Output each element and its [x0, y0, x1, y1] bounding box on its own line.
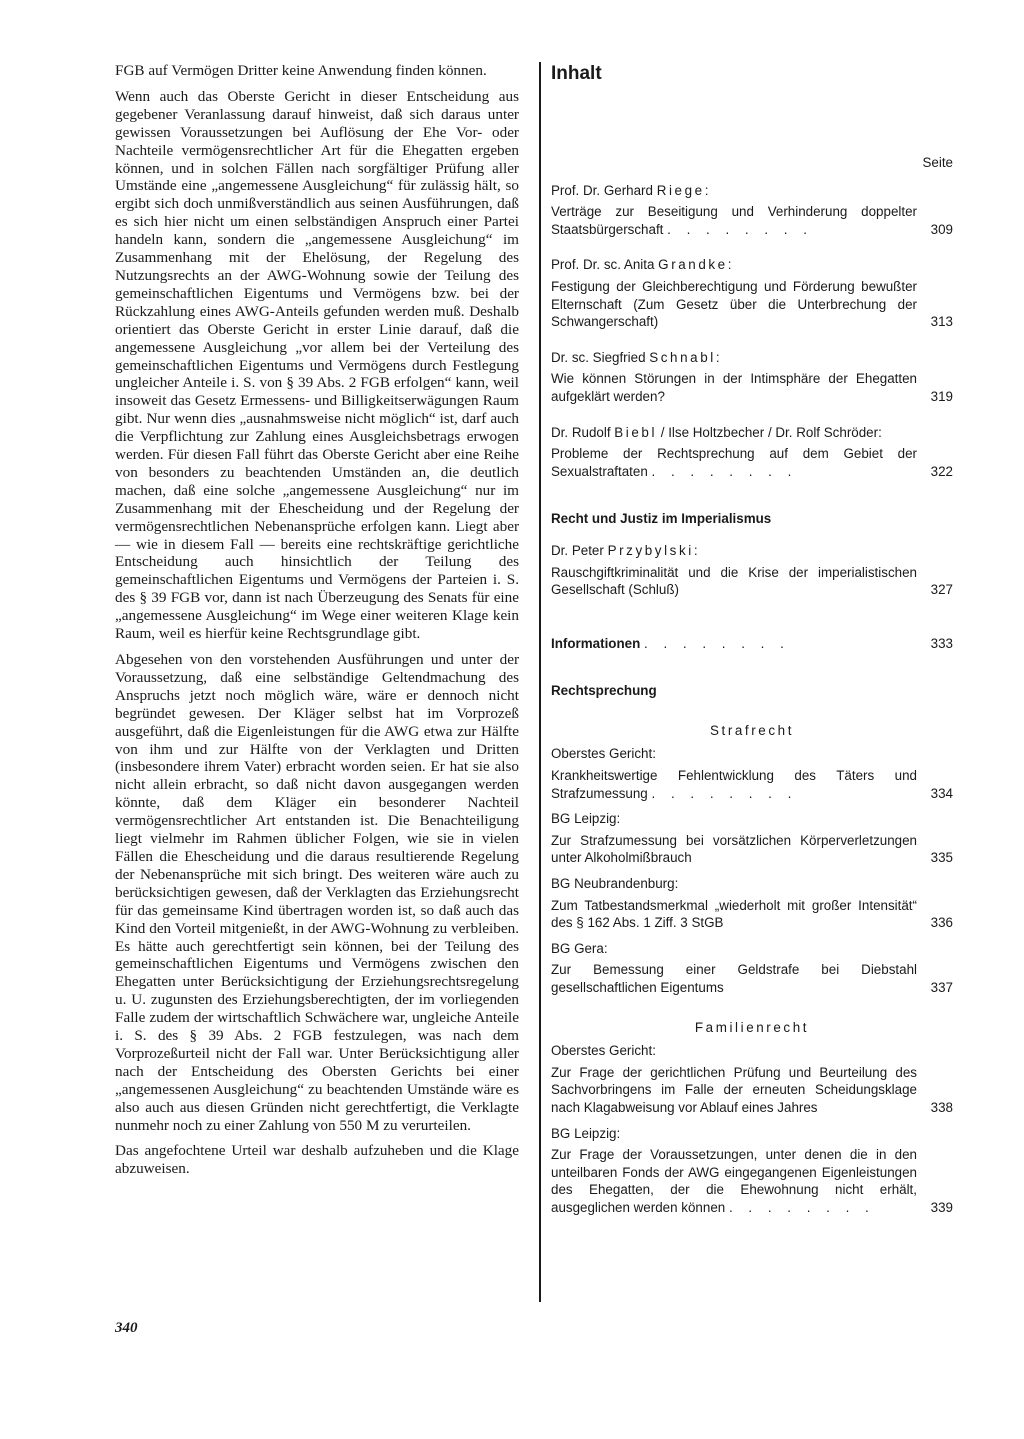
article-author [551, 349, 953, 367]
entry-title: Festigung der Gleichberechtigung und Förderung bewußter Elternschaft (Zum Gesetz über die Unterbrechung der Schwangerschaft) [551, 278, 917, 330]
author-suffix: : [715, 349, 720, 365]
author-first-names: Dr. Peter [551, 542, 608, 558]
entry-page: 335 [930, 850, 953, 866]
author-surname: Przybylski [607, 542, 694, 558]
subsection-heading: Familienrecht [694, 1019, 810, 1035]
entry-title: Zur Frage der gerichtlichen Prüfung und Beurteilung des Sachvorbringens im Falle der erneuten Scheidungsklage nach Klagabweisung vor Ablauf eines Jahres [551, 1064, 917, 1115]
court-name: BG Leipzig: [551, 811, 621, 827]
article-author [551, 256, 953, 274]
author-first-names: Dr. sc. Siegfried [551, 349, 650, 365]
toc-article [551, 256, 953, 330]
author-surname: Biebl [614, 424, 658, 440]
paragraph: Abgesehen von den vorstehenden Ausführungen und unter der Voraussetzung, daß eine selbständige Geltendmachung des Anspruchs jetzt noch möglich wäre, wäre er dennoch nicht begründet gewesen. Der Kläger selbst hat im Vorprozeß ausgeführt, daß die Eigenleistungen für die AWG etwa zur Hälfte von ihm und zur Hälfte von der Verklagten und Dritten (insbesondere ihrem Vater) erbracht worden seien. Er hat sie also nicht allein erbracht, so daß nicht davon ausgegangen werden könnte, daß dem Kläger ein besonderer Nachteil vermögensrechtlicher Art entstanden ist. Die Benachteiligung liegt vielmehr im Rahmen üblicher Folgen, wie sie in vielen Fällen die Ehescheidung und die daraus resultierende Regelung der Nebenansprüche mit sich bringt. Des weiteren wäre auch zu berücksichtigen gewesen, daß der Verklagten das Erziehungsrecht für das gemeinsame Kind übertragen worden ist, so daß auch das Kind den Vorteil mitgenießt, in der AWG-Wohnung zu verbleiben. Es hätte auch gerechtfertigt sein können, bei der Teilung des gemeinschaftlichen Eigentums und Vermögens zwischen den Ehegatten unter Berücksichtigung der Erziehungsrechtsregelung u. U. zugunsten des Erziehungsberechtigten, der im vorliegenden Falle zudem der wirtschaftlich Schwächere war, ungleiche Anteile i. S. des § 39 Abs. 2 FGB festzulegen, was nach dem Vorprozeßurteil nicht der Fall war. Unter Berücksichtigung aller nach der Entscheidung des Obersten Gerichts bei einer „angemessenen Ausgleichung“ zu beachtenden Umstände wäre es also auch aus diesen Gründen nicht gerechtfertigt, die Verklagte nunmehr noch zu einer Zahlung von 550 M zu verurteilen. [115, 651, 519, 1134]
page-number: 340 [115, 1320, 138, 1336]
table-of-contents [551, 60, 953, 1225]
author-suffix: : [727, 257, 732, 273]
court-name: Oberstes Gericht: [551, 746, 656, 762]
author-first-names: Prof. Dr. Gerhard [551, 182, 657, 198]
entry-page: 322 [930, 463, 953, 479]
entry-title: Informationen [551, 635, 641, 651]
entry-title: Verträge zur Beseitigung und Verhinderung doppelter Staatsbürgerschaft [551, 204, 917, 237]
toc-entry[interactable] [551, 445, 953, 480]
toc-article [551, 940, 953, 997]
entry-title: Probleme der Rechtsprechung auf dem Gebiet der Sexualstraftaten [551, 446, 917, 479]
entry-title: Zur Frage der Voraussetzungen, unter denen die in den unteilbaren Fonds der AWG eingegangenen Eigenleistungen des Ehegatten, der die Ehewohnung nicht erhält, ausgeglichen werden können [551, 1147, 917, 1215]
toc-entry[interactable] [551, 1064, 953, 1117]
dot-leader: . . . . . . . . [644, 635, 790, 651]
author-suffix: : [704, 182, 709, 198]
entry-title: Rauschgiftkriminalität und die Krise der imperialistischen Gesellschaft (Schluß) [551, 564, 917, 598]
article-author [551, 182, 953, 200]
entry-page: 313 [930, 314, 953, 330]
entry-title: Krankheitswertige Fehlentwicklung des Täters und Strafzumessung [551, 768, 917, 801]
entry-page: 319 [930, 388, 953, 404]
toc-article [551, 810, 953, 867]
toc-entry[interactable] [551, 564, 953, 599]
toc-article [551, 745, 953, 802]
entry-page: 336 [930, 915, 953, 931]
entry-page: 309 [930, 221, 953, 237]
dot-leader: . . . . . . . . [728, 1199, 875, 1215]
entry-title: Wie können Störungen in der Intimsphäre der Ehegatten aufgeklärt werden? [551, 371, 917, 404]
toc-article [551, 349, 953, 406]
entry-page: 327 [930, 582, 953, 598]
toc-entry[interactable] [551, 370, 953, 405]
author-first-names: Prof. Dr. sc. Anita [551, 257, 659, 273]
author-surname: Grandke [658, 257, 728, 273]
toc-entry[interactable] [551, 832, 953, 867]
toc-title: Inhalt [551, 63, 602, 84]
subsection-heading: Strafrecht [709, 722, 795, 738]
court-name: BG Gera: [551, 940, 608, 956]
toc-entry[interactable] [551, 1146, 953, 1216]
dot-leader: . . . . . . . . [651, 463, 798, 479]
author-first-names: Dr. Rudolf [551, 424, 615, 440]
article-author [551, 542, 953, 560]
author-suffix: : [693, 542, 698, 558]
author-surname: Riege [656, 182, 705, 198]
toc-article [551, 1042, 953, 1116]
toc-entry-informationen[interactable] [551, 635, 953, 653]
paragraph: Das angefochtene Urteil war deshalb aufzuheben und die Klage abzuweisen. [115, 1142, 519, 1178]
court-name: BG Leipzig: [551, 1125, 621, 1141]
court-name: BG Neubrandenburg: [551, 876, 679, 892]
toc-article [551, 542, 953, 599]
entry-title: Zur Strafzumessung bei vorsätzlichen Körperverletzungen unter Alkoholmißbrauch [551, 832, 917, 866]
page-column-label: Seite [922, 155, 953, 170]
section-heading: Rechtsprechung [551, 683, 657, 699]
section-heading: Recht und Justiz im Imperialismus [551, 511, 772, 527]
toc-entry[interactable] [551, 961, 953, 996]
toc-entry[interactable] [551, 203, 953, 238]
paragraph: FGB auf Vermögen Dritter keine Anwendung finden können. [115, 62, 487, 79]
entry-page: 338 [930, 1099, 953, 1115]
toc-article [551, 1125, 953, 1217]
dot-leader: . . . . . . . . [651, 785, 798, 801]
author-surname: Schnabl [649, 349, 716, 365]
author-suffix: / Ilse Holtzbecher / Dr. Rolf Schröder: [657, 424, 882, 440]
article-author [551, 424, 953, 442]
entry-title: Zum Tatbestandsmerkmal „wiederholt mit großer Intensität“ des § 162 Abs. 1 Ziff. 3 StGB [551, 897, 917, 931]
toc-article [551, 424, 953, 481]
entry-page: 334 [930, 785, 953, 801]
entry-page: 339 [930, 1199, 953, 1215]
entry-page: 337 [930, 980, 953, 995]
toc-article [551, 182, 953, 239]
column-divider [539, 62, 541, 1302]
court-name: Oberstes Gericht: [551, 1043, 656, 1059]
paragraph: Wenn auch das Oberste Gericht in dieser Entscheidung aus gegebener Veranlassung darauf hinweist, daß sich daraus unter gewissen Voraussetzungen bei Auflösung der Ehe Vor- oder Nachteile vermögensrechtlicher Art für die Ehegatten ergeben können, und in solchen Fällen nach sorgfältiger Prüfung aller Umstände eine „angemessene Ausgleichung“ für zulässig hält, so ergibt sich doch unmißverständlich aus seinen Ausführungen, daß es sich hier nicht um einen selbständigen Anspruch einer Partei handeln kann, sondern die „angemessene Ausgleichung“ im Zusammenhang mit der Ehelösung, der Regelung des Nutzungsrechts an der AWG-Wohnung sowie der Teilung des gemeinschaftlichen Eigentums und Vermögens bzw. bei der Rückzahlung eines AWG-Anteils gefunden werden muß. Deshalb orientiert das Oberste Gericht in erster Linie darauf, daß die angemessene Ausgleichung „vor allem bei der Verteilung des gemeinschaftlichen Eigentums und Vermögens durch Festlegung ungleicher Anteile i. S. von § 39 Abs. 2 FGB erfolgen“ kann, weil insoweit das Gesetz Ermessens- und Billigkeitserwägungen Raum gibt. Nur wenn dies „ausnahmsweise nicht möglich“ ist, darf auch die Verpflichtung zur Zahlung eines Ausgleichsbetrags erwogen werden. Für diesen Fall führt das Oberste Gericht aber eine Reihe von besonders zu beachtenden Umständen an, die deutlich machen, daß eine solche „angemessene Ausgleichung“ nur im Zusammenhang mit der Ehescheidung und der Regelung der vermögensrechtlichen Nebenansprüche erfolgen kann. Liegt aber — wie in diesem Fall — bereits eine rechtskräftige gerichtliche Entscheidung auch hinsichtlich der Teilung des gemeinschaftlichen Eigentums und Vermögens der Parteien i. S. des § 39 FGB vor, dann ist nach Überzeugung des Senats für eine „angemessene Ausgleichung“ im Wege einer weiteren Klage kein Raum, weil es hierfür keine Rechtsgrundlage gibt. [115, 87, 519, 643]
entry-page: 333 [930, 635, 953, 651]
toc-entry[interactable] [551, 278, 953, 331]
entry-title: Zur Bemessung einer Geldstrafe bei Diebstahl gesellschaftlichen Eigentums [551, 962, 917, 995]
toc-entry[interactable] [551, 767, 953, 802]
toc-entry[interactable] [551, 897, 953, 932]
toc-article [551, 875, 953, 932]
dot-leader: . . . . . . . . [667, 221, 813, 237]
article-text-column [115, 62, 519, 1186]
